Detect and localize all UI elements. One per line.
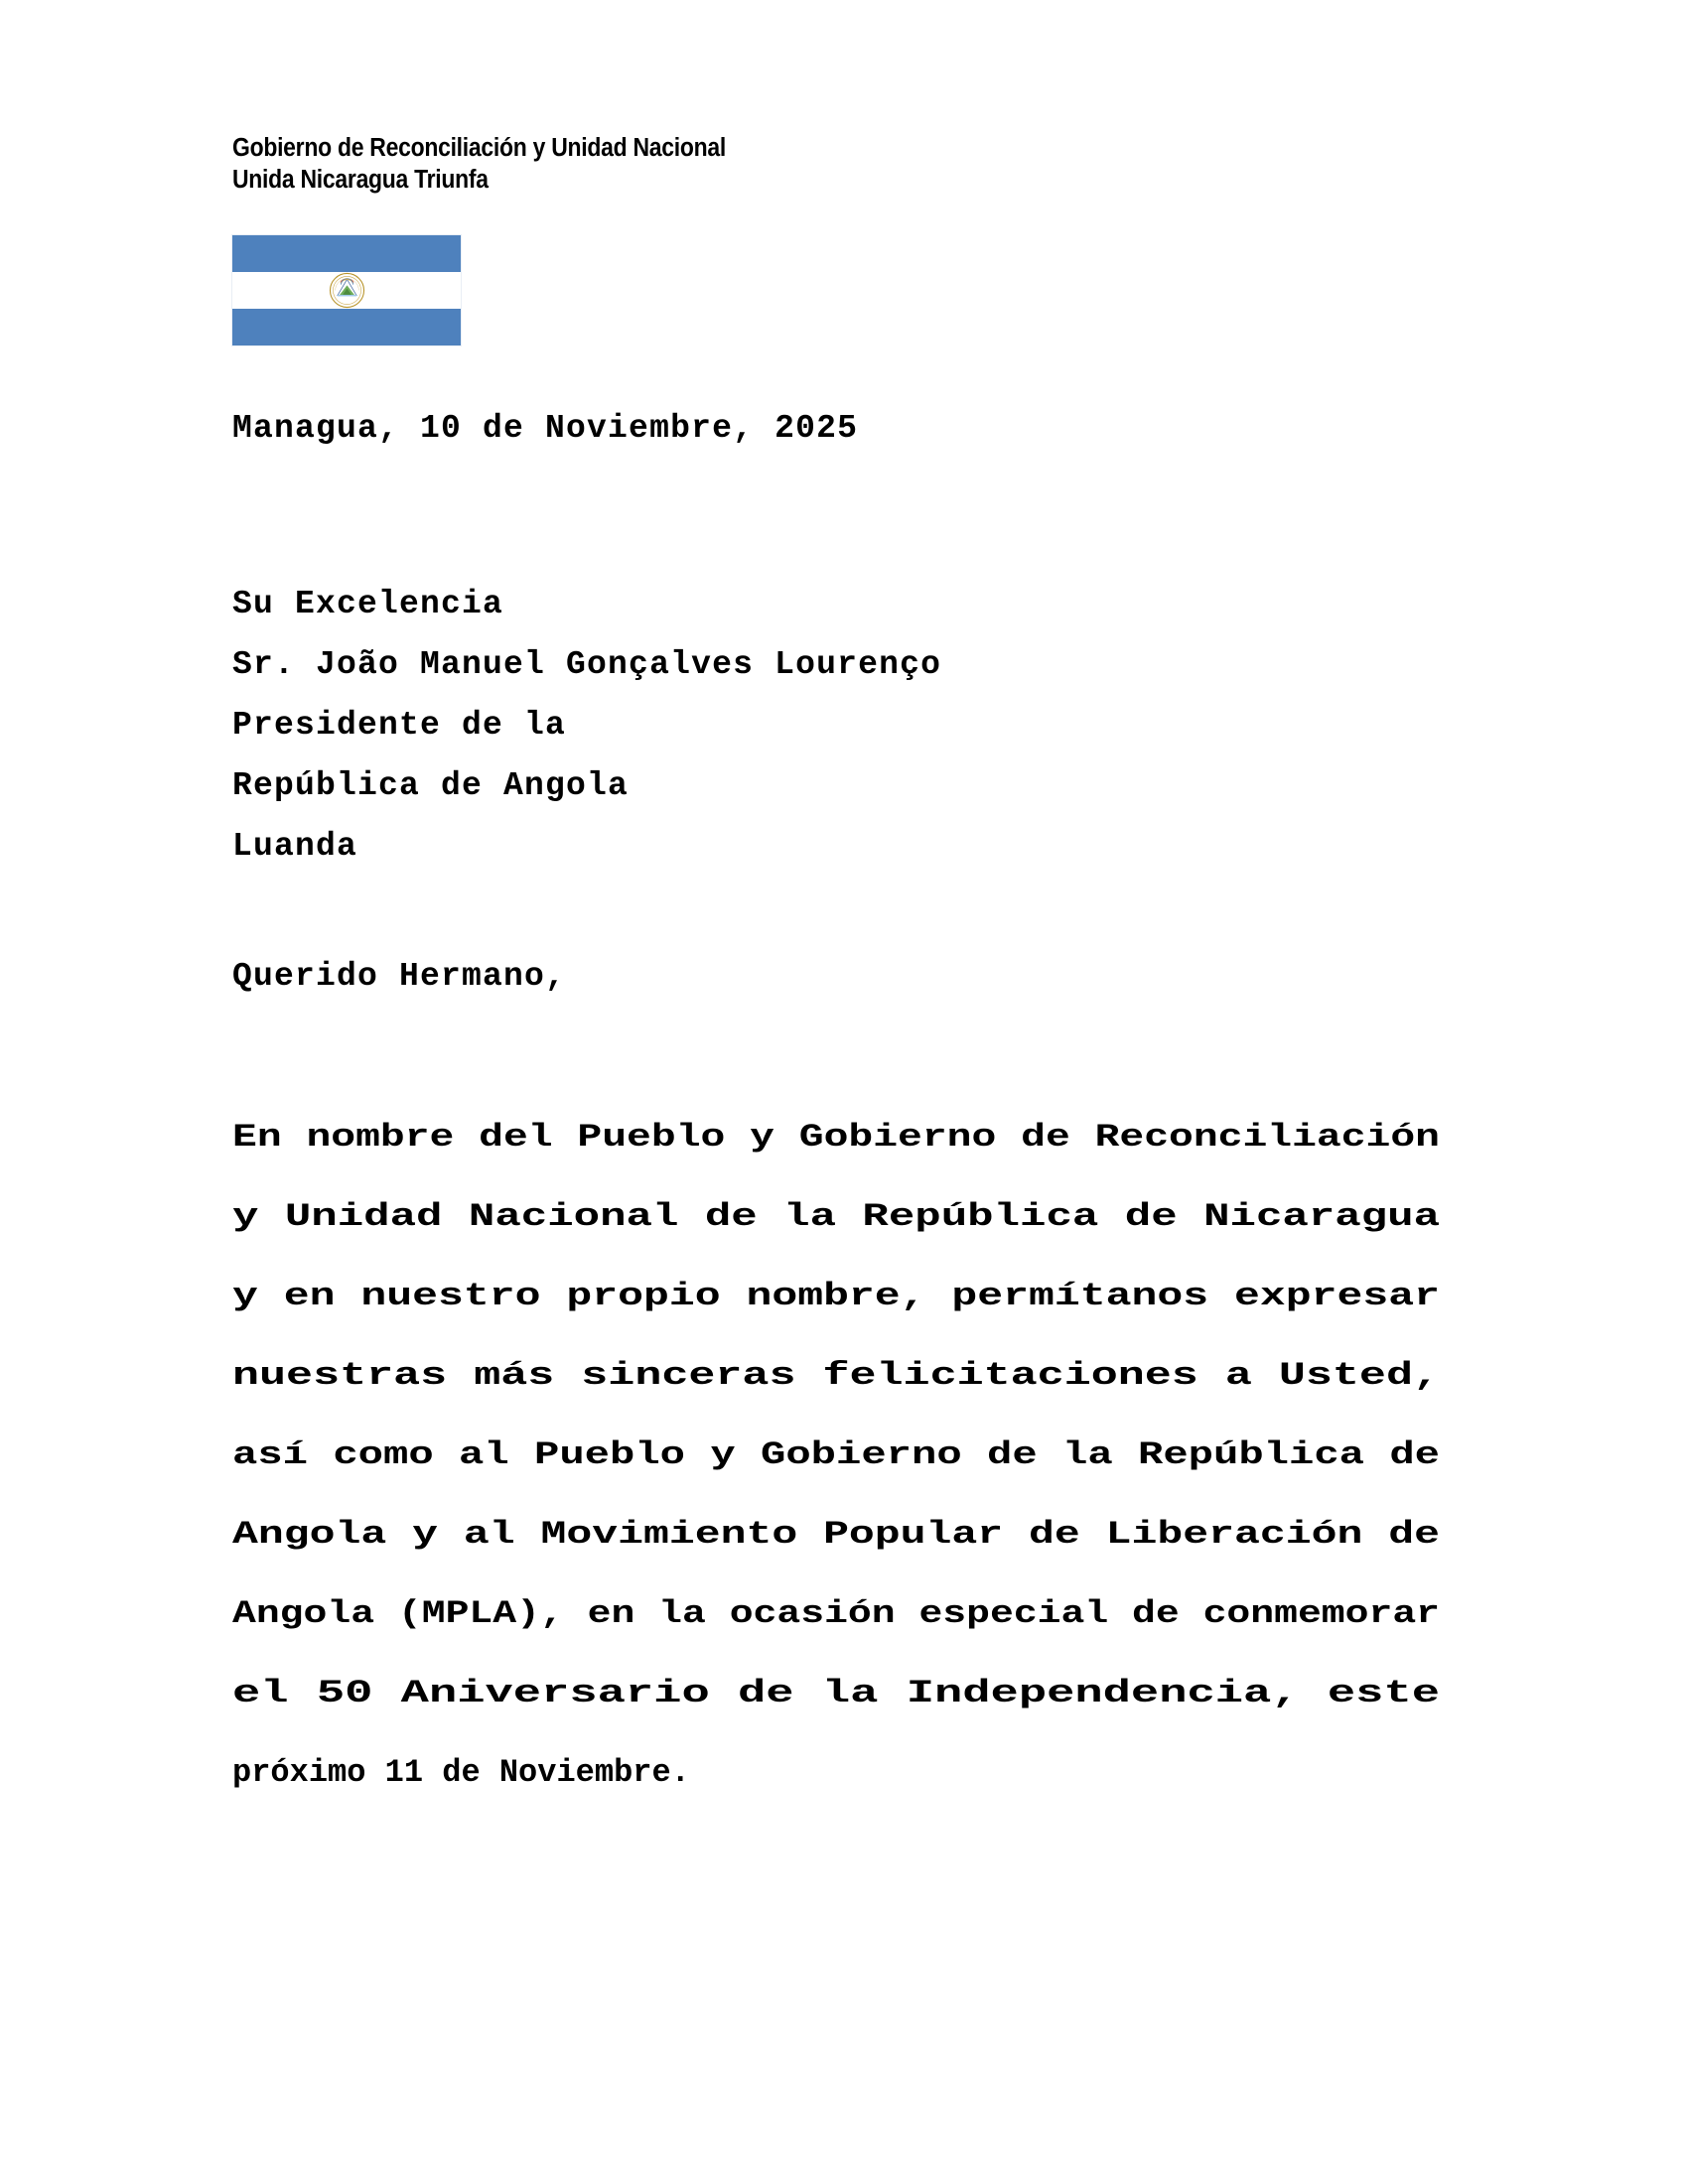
flag-band-bottom — [232, 309, 461, 345]
address-line-2: Sr. João Manuel Gonçalves Lourenço — [232, 646, 942, 683]
letter-salutation: Querido Hermano, — [232, 958, 567, 995]
letterhead — [232, 132, 1444, 196]
body-line-text: próximo 11 de Noviembre. — [232, 1754, 690, 1791]
body-line — [232, 1257, 1440, 1336]
body-line-last — [232, 1733, 1440, 1813]
letterhead-line-1: Gobierno de Reconciliación y Unidad Nacional — [232, 134, 726, 162]
address-line-3: Presidente de la — [232, 707, 567, 744]
address-line-4: República de Angola — [232, 767, 630, 804]
body-line-text: y en nuestro propio nombre, permítanos expresar — [232, 1278, 1440, 1314]
body-line-text: y Unidad Nacional de la República de Nicaragua — [232, 1198, 1440, 1235]
body-line — [232, 1495, 1440, 1574]
body-line-text: nuestras más sinceras felicitaciones a Usted, — [232, 1357, 1440, 1394]
body-line-text: así como al Pueblo y Gobierno de la República de — [232, 1436, 1440, 1473]
body-line — [232, 1574, 1440, 1654]
nicaragua-flag-icon — [232, 235, 461, 345]
letterhead-line-2: Unida Nicaragua Triunfa — [232, 166, 489, 194]
body-line-text: el 50 Aniversario de la Independencia, este — [232, 1675, 1440, 1711]
address-line-5: Luanda — [232, 828, 358, 865]
body-line-text: Angola (MPLA), en la ocasión especial de conmemorar — [232, 1595, 1440, 1632]
addressee-block — [232, 574, 941, 877]
body-line-text: Angola y al Movimiento Popular de Liberación de — [232, 1516, 1440, 1553]
address-line-1: Su Excelencia — [232, 586, 504, 622]
body-line — [232, 1098, 1440, 1177]
flag-band-top — [232, 235, 461, 272]
body-line — [232, 1336, 1440, 1416]
body-line — [232, 1177, 1440, 1257]
body-line — [232, 1416, 1440, 1495]
body-line — [232, 1654, 1440, 1733]
body-line-text: En nombre del Pueblo y Gobierno de Reconciliación — [232, 1119, 1440, 1156]
nicaragua-coat-of-arms-icon — [329, 272, 365, 309]
letter-date: Managua, 10 de Noviembre, 2025 — [232, 410, 859, 447]
letter-body — [232, 1098, 1440, 1813]
